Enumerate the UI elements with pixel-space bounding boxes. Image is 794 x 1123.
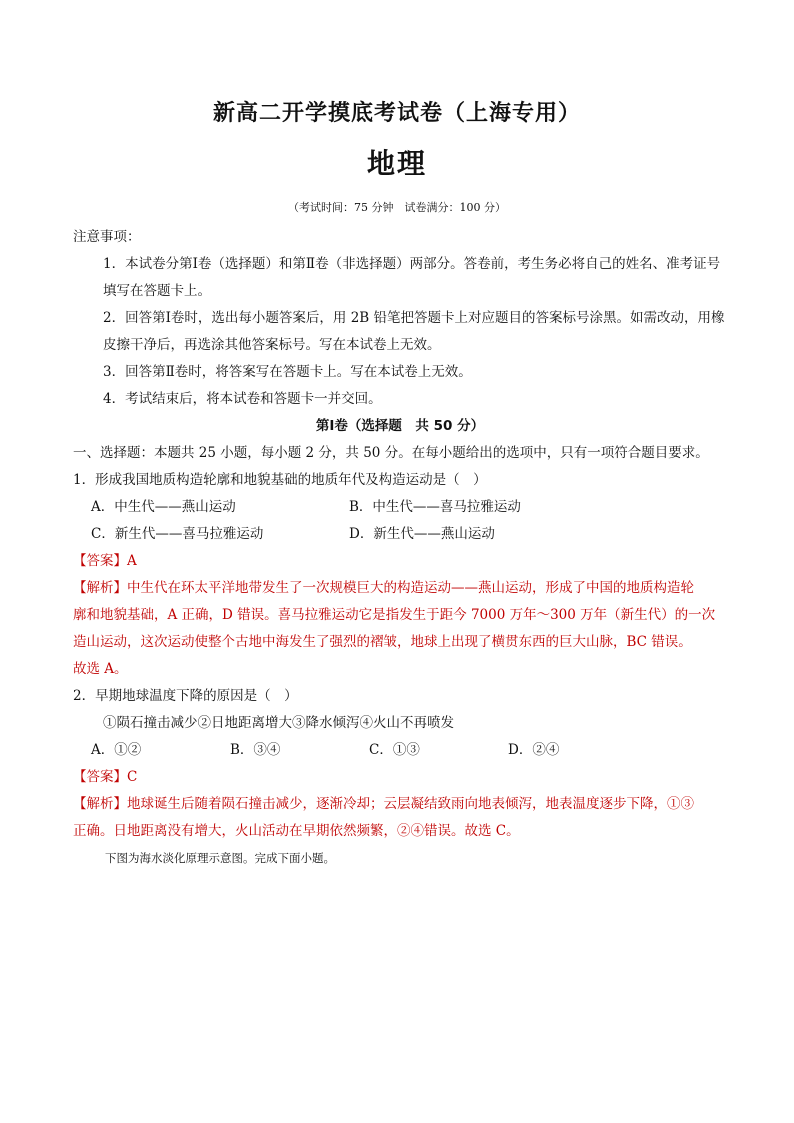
q2-answer: [73, 764, 727, 791]
notice-heading: 注意事项：: [73, 229, 141, 245]
notice-item-4: 4．考试结束后，将本试卷和答题卡一并交回。: [103, 391, 382, 407]
notice-item-3: 3．回答第Ⅱ卷时，将答案写在答题卡上。写在本试卷上无效。: [103, 364, 472, 380]
q1-options-row-2: [73, 521, 727, 548]
q2-options-row: [73, 737, 727, 764]
section-intro: 一、选择题：本题共 25 小题，每小题 2 分，共 50 分。在每小题给出的选项中，只有一项符合题目要求。: [73, 445, 709, 461]
q2-analysis-text-1a: 地球诞生后随着陨石撞击减少，逐渐冷却；云层凝结致雨向地表倾泻，地表温度逐步下降，: [127, 796, 667, 812]
q2-option-c[interactable]: C．①③: [369, 742, 420, 758]
q2-option-b[interactable]: B．③④: [230, 742, 281, 758]
q2-analysis-line-2: [73, 818, 727, 845]
notice-item-1: [73, 251, 727, 305]
q1-stem: 1．形成我国地质构造轮廓和地貌基础的地质年代及构造运动是（ ）: [73, 472, 487, 488]
subject-title: 地理: [366, 147, 427, 180]
q2-stem: 2．早期地球温度下降的原因是（ ）: [73, 688, 298, 704]
q1-option-c[interactable]: C．新生代——喜马拉雅运动: [91, 526, 264, 542]
q2-answer-tag: 【答案】: [73, 769, 127, 785]
q1-analysis-line-3: 造山运动，这次运动使整个古地中海发生了强烈的褶皱，地球上出现了横贯东西的巨大山脉，BC 错误。: [73, 634, 692, 650]
q1-option-d[interactable]: D．新生代——燕山运动: [349, 526, 495, 542]
exam-title: 新高二开学摸底考试卷（上海专用）: [212, 101, 581, 126]
q2-option-d[interactable]: D．②④: [508, 742, 560, 758]
q1-analysis-line-4: 故选 A。: [73, 661, 128, 677]
q1-analysis-line-1: [73, 575, 727, 602]
q1-option-a[interactable]: A．中生代——燕山运动: [91, 499, 236, 515]
q1-analysis-line-2: 廓和地貌基础，A 正确，D 错误。喜马拉雅运动它是指发生于距今 7000 万年～300 万年（新生代）的一次: [73, 607, 716, 623]
q1-analysis-tag: 【解析】: [73, 580, 127, 596]
q1-answer-tag: 【答案】: [73, 553, 127, 569]
q2-analysis-tag: 【解析】: [73, 796, 127, 812]
q1-answer-value: A: [127, 553, 137, 569]
q2-option-a[interactable]: A．①②: [91, 742, 142, 758]
q2-analysis-line-1: [73, 791, 727, 818]
q1-options-row-1: [73, 494, 727, 521]
q2-analysis-text-2c: 错误。故选 C。: [424, 823, 520, 839]
q2-analysis-text-2b: ②④: [397, 823, 424, 839]
q2-analysis-text-1b: ①③: [667, 796, 694, 812]
q2-answer-value: C: [127, 769, 138, 785]
figure-note: 下图为海水淡化原理示意图。完成下面小题。: [105, 851, 335, 865]
exam-info: （考试时间：75 分钟 试卷满分：100 分）: [288, 201, 506, 214]
q2-analysis-text-2a: 正确。日地距离没有增大，火山活动在早期依然频繁，: [73, 823, 397, 839]
q1-option-b[interactable]: B．中生代——喜马拉雅运动: [349, 499, 521, 515]
q2-statements: ①陨石撞击减少②日地距离增大③降水倾泻④火山不再喷发: [103, 715, 454, 731]
q1-analysis-text-1: 中生代在环太平洋地带发生了一次规模巨大的构造运动——燕山运动，形成了中国的地质构造轮: [127, 580, 694, 596]
notice-item-2-text: 2．回答第Ⅰ卷时，选出每小题答案后，用 2B 铅笔把答题卡上对应题目的答案标号涂黑。如需改动，用橡皮擦干净后，再选涂其他答案标号。写在本试卷上无效。: [103, 310, 725, 353]
notice-item-2: [73, 305, 727, 359]
notice-item-1-text: 1．本试卷分第Ⅰ卷（选择题）和第Ⅱ卷（非选择题）两部分。答卷前，考生务必将自己的姓名、准考证号填写在答题卡上。: [103, 256, 721, 299]
section-heading: 第Ⅰ卷（选择题 共 50 分）: [315, 418, 485, 434]
q1-answer: [73, 548, 727, 575]
exam-content: [73, 224, 727, 872]
